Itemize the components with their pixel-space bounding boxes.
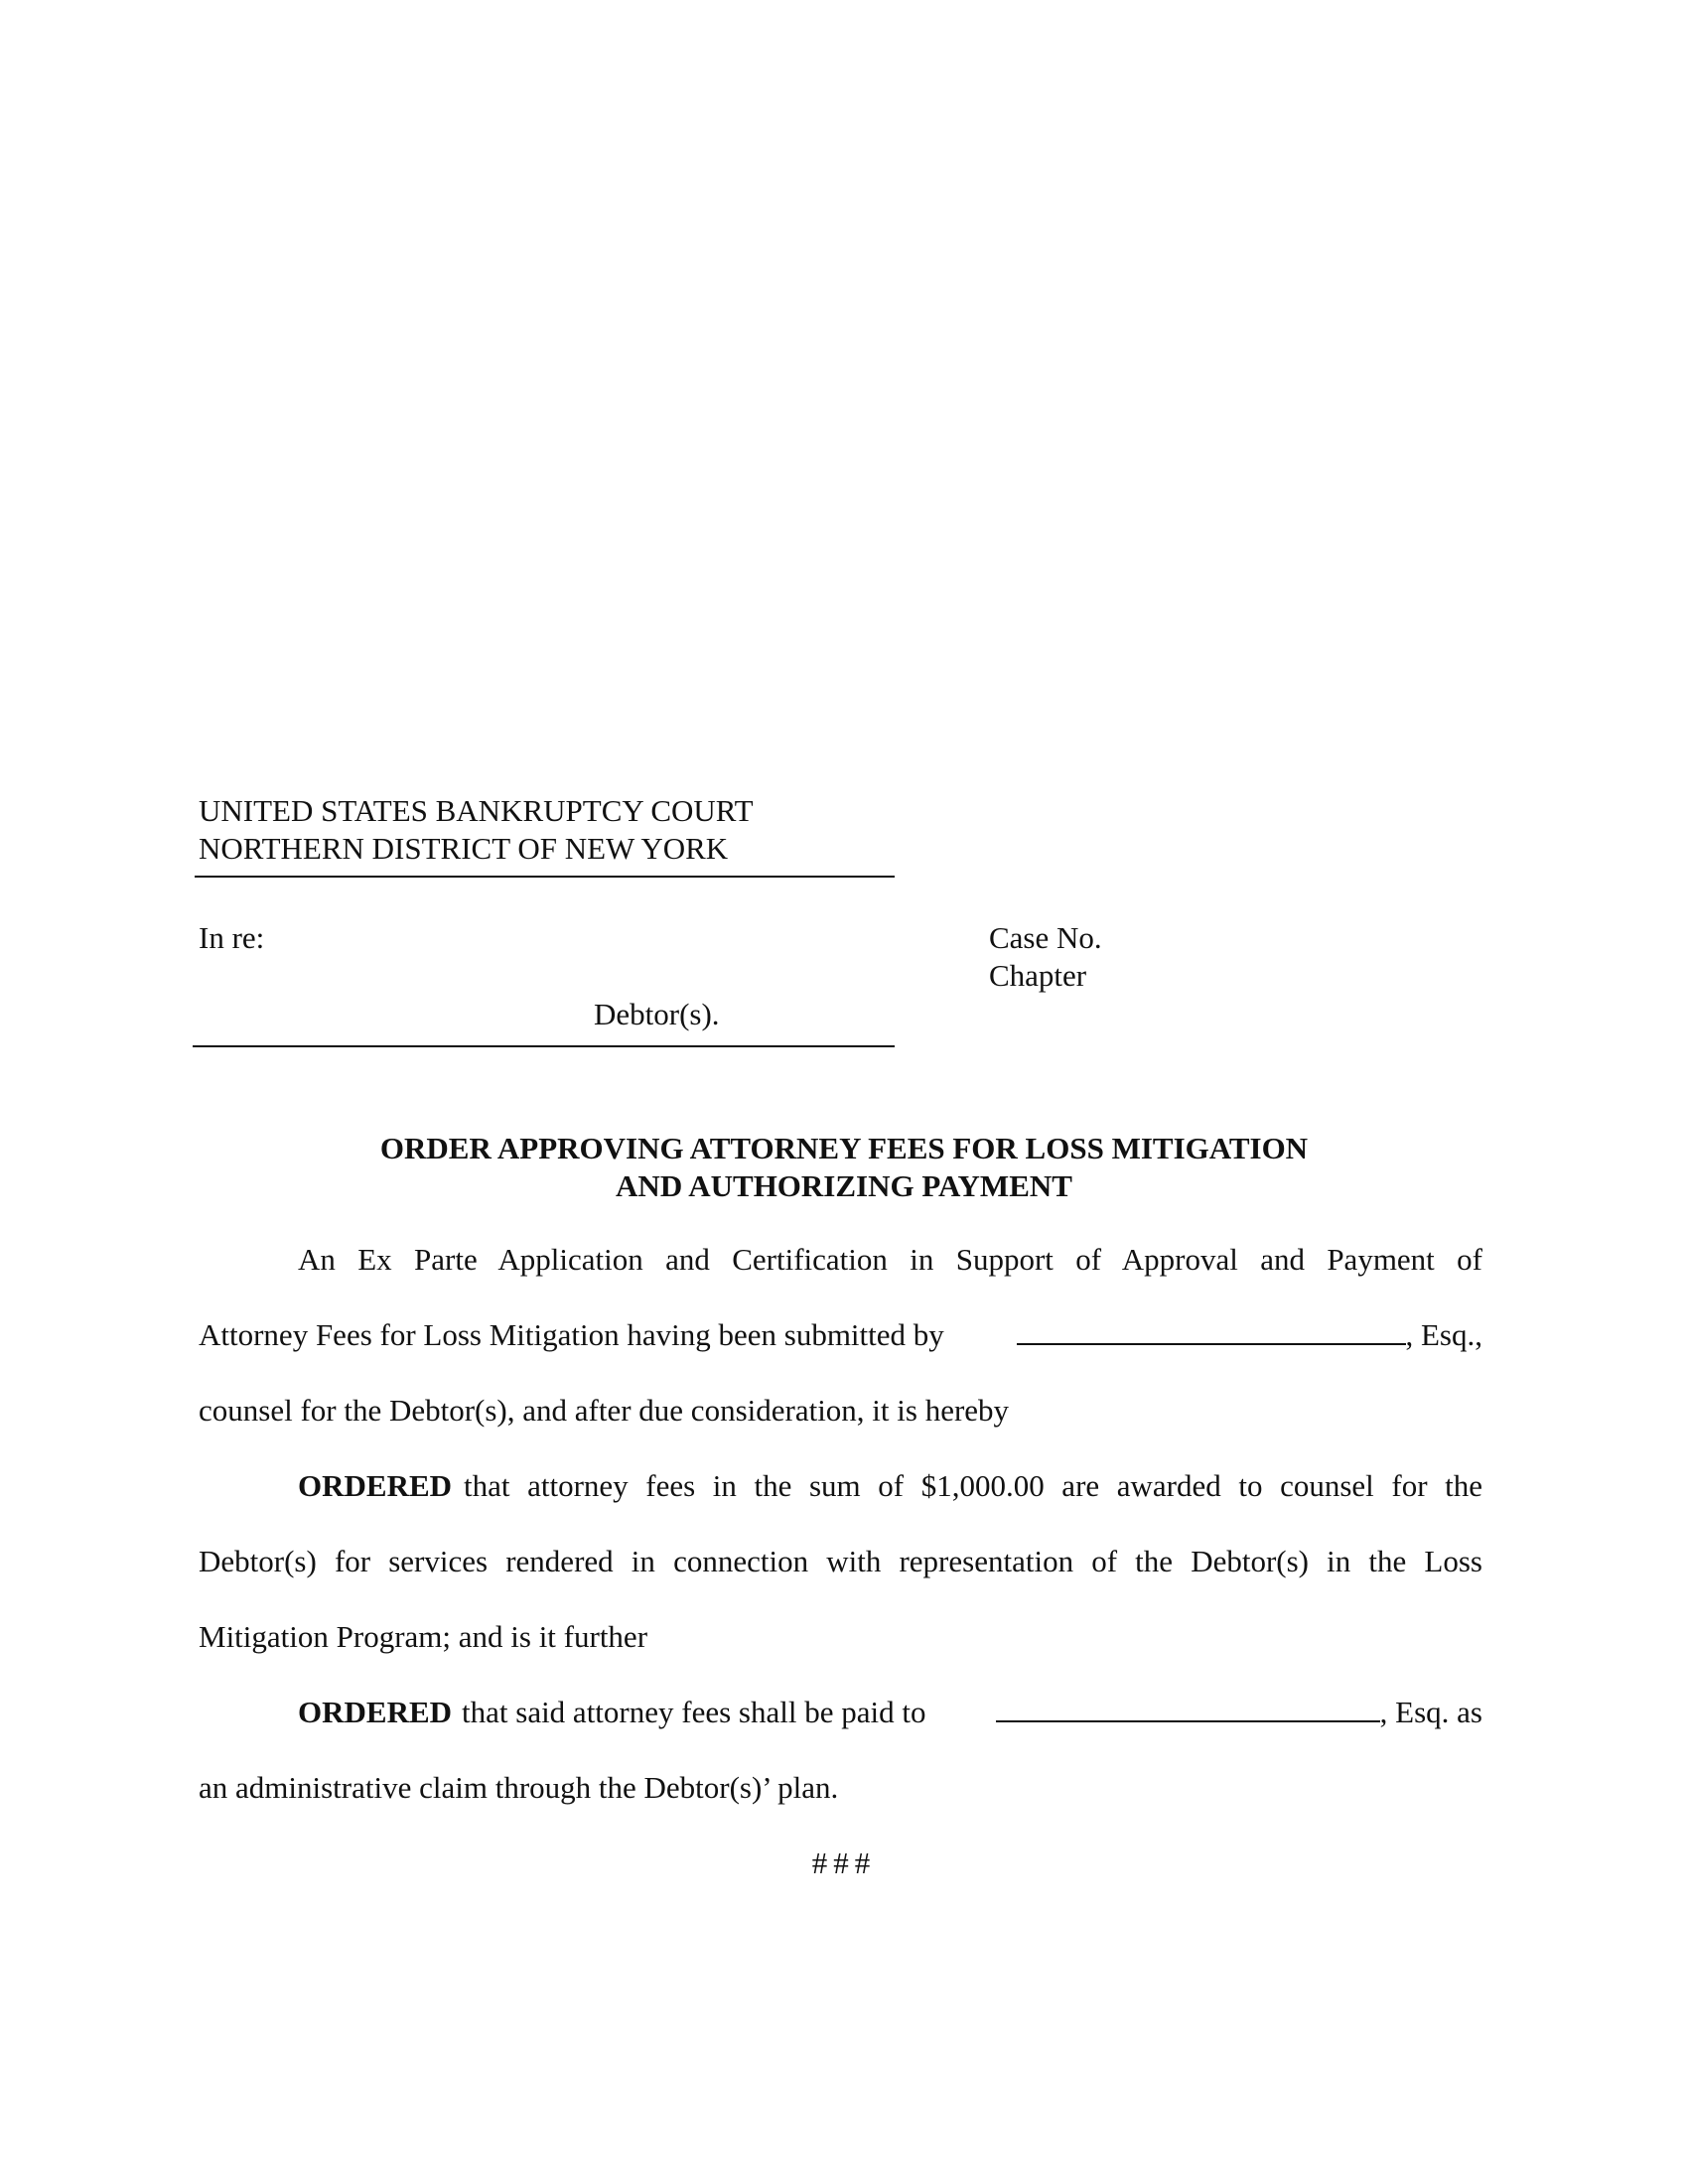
debtors-label: Debtor(s). <box>594 997 720 1031</box>
paragraph-1-line-2-text: Attorney Fees for Loss Mitigation having been submitted by <box>199 1317 944 1352</box>
court-name: UNITED STATES BANKRUPTCY COURT <box>199 793 754 828</box>
paragraph-2-line-1-text: that attorney fees in the sum of $1,000.00 are awarded to counsel for the <box>464 1468 1482 1503</box>
paragraph-3-line-1-esq: , Esq. as <box>1379 1695 1482 1729</box>
order-title-line-1: ORDER APPROVING ATTORNEY FEES FOR LOSS MITIGATION <box>379 1131 1309 1165</box>
paragraph-1-line-3: counsel for the Debtor(s), and after due consideration, it is hereby <box>199 1393 1010 1428</box>
paragraph-3-line-2: an administrative claim through the Debtor(s)’ plan. <box>199 1770 839 1805</box>
ordered-label-1: ORDERED <box>298 1468 453 1503</box>
chapter-label: Chapter <box>989 958 1087 993</box>
paragraph-1-line-2 <box>199 1316 1482 1354</box>
paragraph-2-line-1 <box>298 1467 1482 1505</box>
ordered-label-2: ORDERED <box>298 1695 453 1729</box>
case-number-label: Case No. <box>989 920 1102 955</box>
paragraph-2-line-2: Debtor(s) for services rendered in connection with representation of the Debtor(s) in the Loss <box>199 1544 1482 1578</box>
in-re-label: In re: <box>199 920 265 955</box>
payee-attorney-blank[interactable] <box>996 1695 1380 1722</box>
caption-top-rule <box>195 876 895 878</box>
end-mark: ### <box>811 1845 877 1880</box>
caption-bottom-rule <box>193 1045 895 1047</box>
paragraph-2-line-3: Mitigation Program; and is it further <box>199 1619 648 1654</box>
order-title-line-2: AND AUTHORIZING PAYMENT <box>616 1168 1072 1203</box>
attorney-name-blank[interactable] <box>1017 1317 1406 1345</box>
paragraph-3-line-1-text: that said attorney fees shall be paid to <box>462 1695 926 1729</box>
paragraph-3-line-1 <box>298 1694 1482 1731</box>
district-name: NORTHERN DISTRICT OF NEW YORK <box>199 831 729 866</box>
paragraph-1-line-1: An Ex Parte Application and Certification in Support of Approval and Payment of <box>298 1242 1482 1277</box>
paragraph-1-line-2-esq: , Esq., <box>1405 1317 1482 1352</box>
